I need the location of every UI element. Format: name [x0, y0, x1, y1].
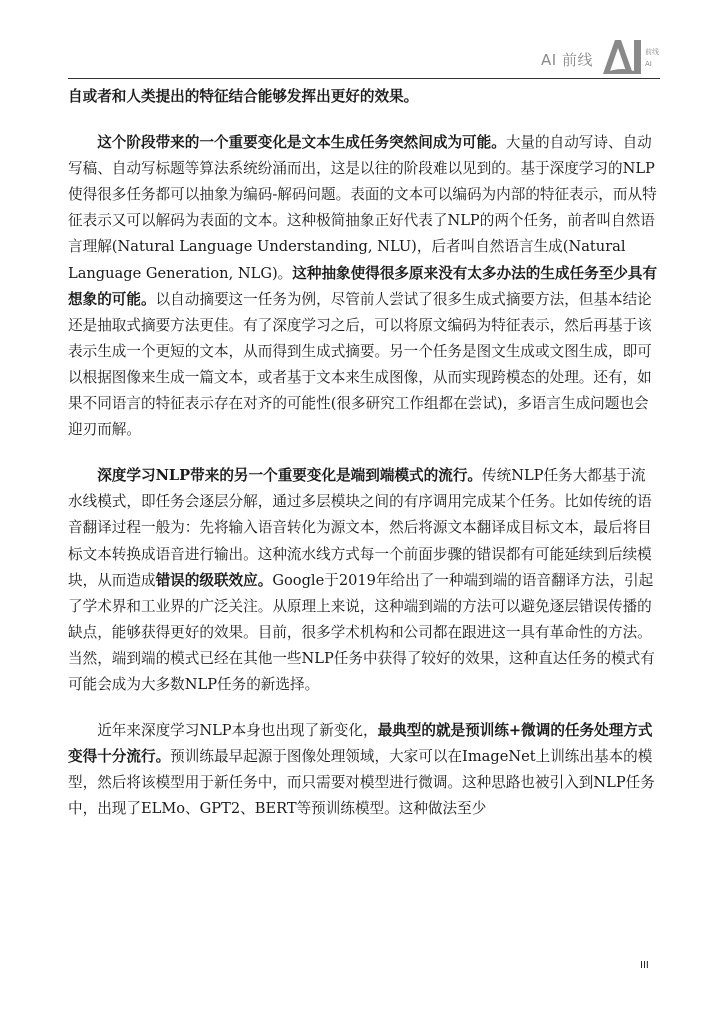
text-run: 大量的自动写诗、自动写稿、自动写标题等算法系统纷涌而出，这是以往的阶段难以见到的。基于深度学习的NLP使得很多任务都可以抽象为编码-解码问题。表面的文本可以编码为内部的特征表示，而从特征表示又可以解码为表面的文本。这种极简抽象正好代表了NLP的两个任务，前者叫自然语言理解(Natural Language Understanding, NLU)，后者叫自然语言生成(Natural Language Generation, NLG)。 [68, 134, 657, 282]
logo-small-text: 前线 [645, 48, 659, 56]
article-body [68, 84, 658, 842]
ai-logo-mark-icon [601, 36, 663, 76]
page-header [0, 0, 725, 80]
bold-text-run: 这个阶段带来的一个重要变化是文本生成任务突然间成为可能。 [97, 134, 506, 152]
bold-text-run: 错误的级联效应。 [155, 571, 273, 589]
text-run: 传统NLP任务大都基于流水线模式，即任务会逐层分解，通过多层模块之间的有序调用完成某个任务。比如传统的语音翻译过程一般为：先将输入语音转化为源文本，然后将源文本翻译成目标文本，最后将目标文本转换成语音进行输出。这种流水线方式每一个前面步骤的错误都有可能延续到后续模块，从而造成 [68, 467, 652, 589]
logo-ai-text: AI [645, 60, 652, 68]
bold-text-run: 最典型的就是预训练+微调的任务处理方式变得十分流行。 [68, 722, 653, 766]
text-run: Google于2019年给出了一种端到端的语音翻译方法，引起了学术界和工业界的广泛关注。从原理上来说，这种端到端的方法可以避免逐层错误传播的缺点，能够获得更好的效果。目前，很多学术机构和公司都在跟进这一具有革命性的方法。当然，端到端的模式已经在其他一些NLP任务中获得了较好的效果，这种直达任务的模式有可能会成为大多数NLP任务的新选择。 [68, 571, 655, 693]
paragraph-4 [68, 718, 658, 822]
text-run: 以自动摘要这一任务为例，尽管前人尝试了很多生成式摘要方法，但基本结论还是抽取式摘要方法更佳。有了深度学习之后，可以将原文编码为特征表示，然后再基于该表示生成一个更短的文本，从而得到生成式摘要。另一个任务是图文生成或文图生成，即可以根据图像来生成一篇文本，或者基于文本来生成图像，从而实现跨模态的处理。还有，如果不同语言的特征表示存在对齐的可能性(很多研究工作组都在尝试)，多语言生成问题也会迎刃而解。 [68, 290, 652, 439]
paragraph-2 [68, 130, 658, 443]
header-rule [68, 78, 660, 79]
bold-text-run: 自或者和人类提出的特征结合能够发挥出更好的效果。 [68, 88, 419, 105]
page-number: III [640, 960, 649, 971]
ai-frontline-logo [541, 36, 663, 76]
paragraph-1 [68, 84, 658, 110]
bold-text-run: 这种抽象使得很多原来没有太多办法的生成任务至少具有想象的可能。 [68, 264, 658, 308]
text-run: 近年来深度学习NLP本身也出现了新变化， [97, 722, 378, 740]
bold-text-run: 深度学习NLP带来的另一个重要变化是端到端模式的流行。 [97, 467, 483, 485]
text-run: 预训练最早起源于图像处理领域，大家可以在ImageNet上训练出基本的模型，然后将该模型用于新任务中，而只需要对模型进行微调。这种思路也被引入到NLP任务中，出现了ELMo、GPT2、BERT等预训练模型。这种做法至少 [68, 748, 655, 818]
brand-name: AI 前线 [541, 51, 593, 69]
paragraph-3 [68, 463, 658, 698]
